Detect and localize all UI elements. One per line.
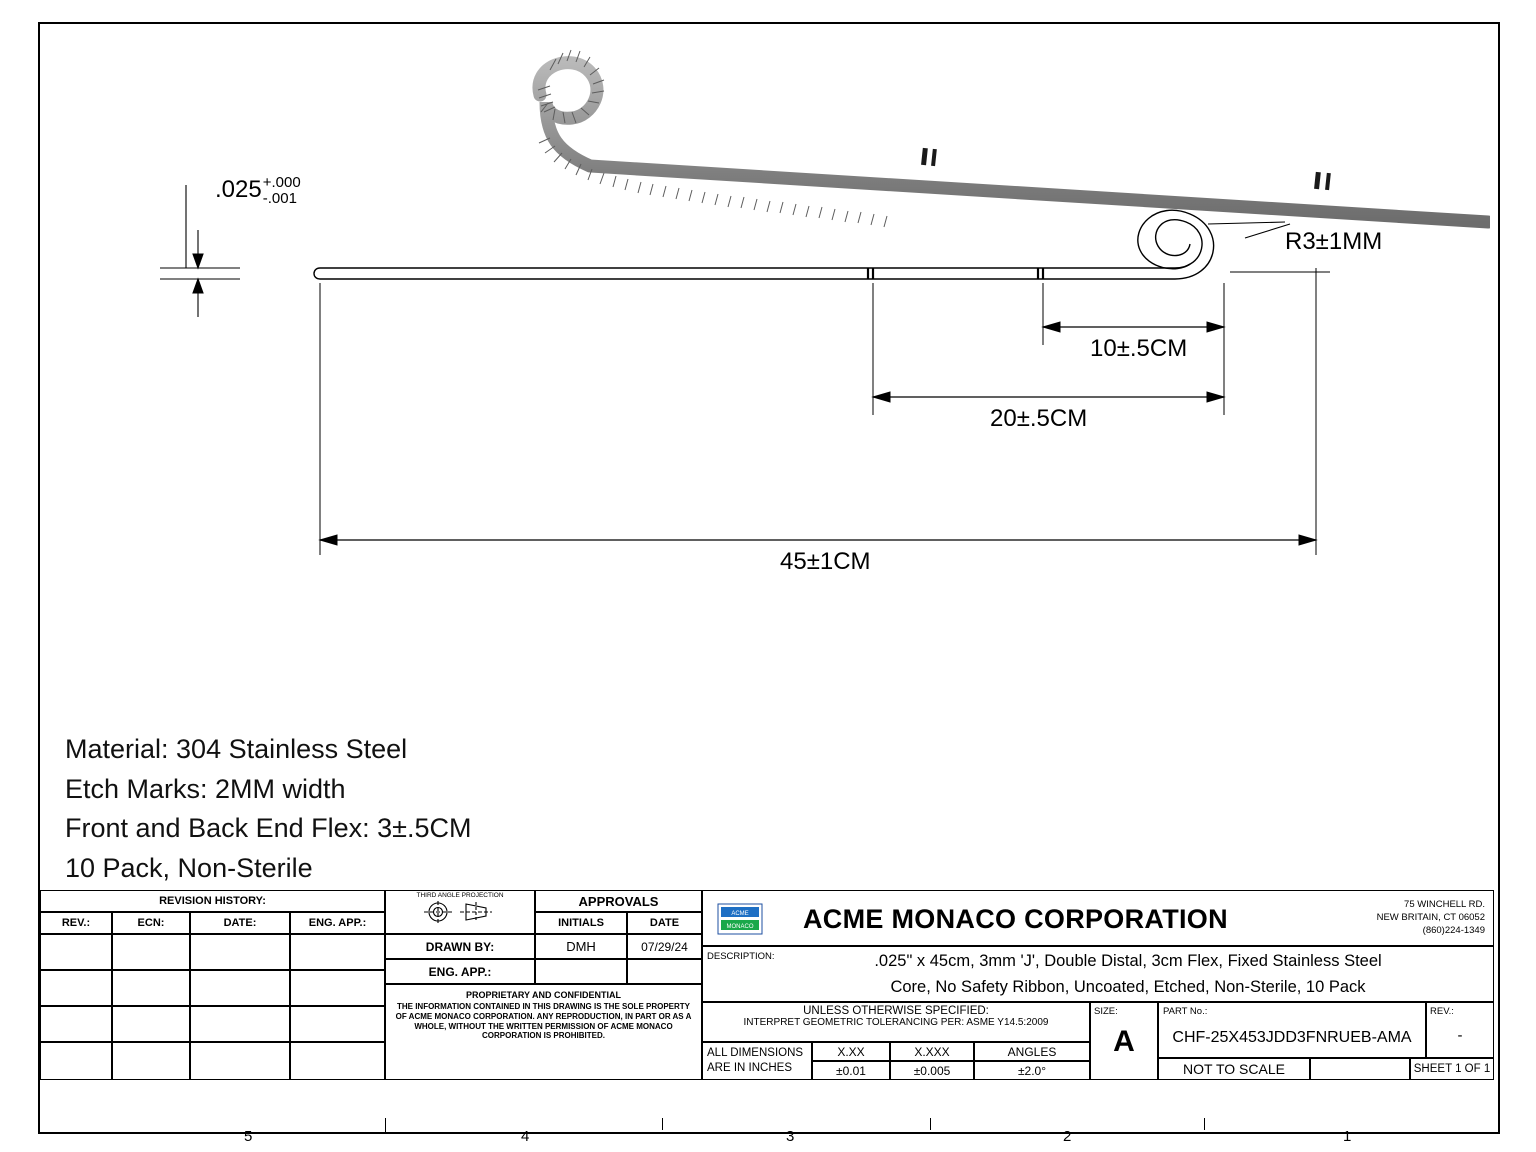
tolerance-line-1: UNLESS OTHERWISE SPECIFIED: bbox=[803, 1005, 989, 1017]
company-header bbox=[702, 890, 1494, 946]
approvals-row-eng-app-initials[interactable] bbox=[535, 959, 627, 984]
third-angle-projection-label: THIRD ANGLE PROJECTION bbox=[416, 892, 504, 899]
table-row[interactable] bbox=[290, 1006, 385, 1042]
tolerance-value-xxx: ±0.005 bbox=[890, 1061, 974, 1080]
diameter-minus-tol: -.001 bbox=[262, 189, 297, 207]
table-row[interactable] bbox=[190, 934, 290, 970]
revision-label: REV.: bbox=[1430, 1006, 1454, 1017]
scale-note: NOT TO SCALE bbox=[1158, 1058, 1310, 1080]
svg-text:MONACO: MONACO bbox=[726, 924, 754, 930]
revision-col-rev: REV.: bbox=[40, 912, 112, 934]
company-address-line1: 75 WINCHELL RD. bbox=[1404, 899, 1485, 910]
description-label: DESCRIPTION: bbox=[707, 951, 775, 962]
approvals-row-eng-app-label: ENG. APP.: bbox=[385, 959, 535, 984]
zone-tick-mark bbox=[385, 1118, 386, 1132]
table-row[interactable] bbox=[112, 934, 190, 970]
approvals-row-drawn-by-initials[interactable]: DMH bbox=[535, 934, 627, 959]
part-description bbox=[702, 946, 1494, 1002]
size-label: SIZE: bbox=[1094, 1006, 1118, 1017]
size-value: A bbox=[1113, 1025, 1135, 1058]
table-row[interactable] bbox=[290, 970, 385, 1006]
units-note bbox=[702, 1042, 812, 1080]
revision-col-date: DATE: bbox=[190, 912, 290, 934]
title-block bbox=[40, 890, 1494, 1102]
note-packaging: 10 Pack, Non-Sterile bbox=[65, 853, 313, 884]
table-row[interactable] bbox=[190, 970, 290, 1006]
dimension-hook-radius: R3±1MM bbox=[1285, 228, 1383, 255]
sheet-number: SHEET 1 OF 1 bbox=[1410, 1058, 1494, 1080]
part-number-value: CHF-25X453JDD3FNRUEB-AMA bbox=[1172, 1029, 1412, 1046]
table-row[interactable] bbox=[112, 1042, 190, 1080]
proprietary-notice bbox=[385, 984, 702, 1080]
table-row[interactable] bbox=[190, 1042, 290, 1080]
note-end-flex: Front and Back End Flex: 3±.5CM bbox=[65, 813, 472, 844]
proprietary-heading: PROPRIETARY AND CONFIDENTIAL bbox=[465, 990, 621, 1000]
tolerance-header-angles: ANGLES bbox=[974, 1042, 1090, 1061]
company-address-line2: NEW BRITAIN, CT 06052 bbox=[1376, 911, 1485, 923]
zone-tick-mark bbox=[1204, 1118, 1205, 1130]
drawing-notes bbox=[65, 730, 472, 889]
dimension-distal-mark-1: 10±.5CM bbox=[1090, 335, 1188, 362]
revision-cell bbox=[1426, 1002, 1494, 1058]
dimension-distal-mark-2: 20±.5CM bbox=[990, 405, 1088, 432]
tolerance-spec bbox=[702, 1002, 1090, 1042]
company-name: ACME MONACO CORPORATION bbox=[803, 904, 1228, 934]
revision-value: - bbox=[1457, 1027, 1463, 1044]
approvals-row-drawn-by-label: DRAWN BY: bbox=[385, 934, 535, 959]
tolerance-header-xxx: X.XXX bbox=[890, 1042, 974, 1061]
tolerance-value-xx: ±0.01 bbox=[812, 1061, 890, 1080]
approvals-row-eng-app-date[interactable] bbox=[627, 959, 702, 984]
zone-label-2: 2 bbox=[1063, 1128, 1072, 1145]
zone-label-3: 3 bbox=[786, 1128, 795, 1145]
dimension-wire-diameter bbox=[215, 175, 301, 207]
company-logo bbox=[717, 903, 763, 935]
tolerance-header-xx: X.XX bbox=[812, 1042, 890, 1061]
table-row[interactable] bbox=[40, 934, 112, 970]
diameter-nominal: .025 bbox=[215, 176, 262, 204]
scale-spacer bbox=[1310, 1058, 1410, 1080]
zone-tick-mark bbox=[662, 1118, 663, 1130]
revision-history-heading: REVISION HISTORY: bbox=[40, 890, 385, 912]
third-angle-projection-icon bbox=[386, 899, 534, 928]
note-material: Material: 304 Stainless Steel bbox=[65, 734, 408, 764]
approvals-col-initials: INITIALS bbox=[535, 912, 627, 934]
description-line-2: Core, No Safety Ribbon, Uncoated, Etched, Non-Sterile, 10 Pack bbox=[890, 978, 1366, 997]
svg-text:ACME: ACME bbox=[731, 911, 749, 917]
zone-label-5: 5 bbox=[244, 1128, 253, 1145]
diameter-plus-tol: +.000 bbox=[262, 174, 301, 191]
approvals-heading: APPROVALS bbox=[535, 890, 702, 912]
table-row[interactable] bbox=[40, 1042, 112, 1080]
zone-label-1: 1 bbox=[1343, 1128, 1352, 1145]
revision-col-eng-app: ENG. APP.: bbox=[290, 912, 385, 934]
approvals-row-drawn-by-date[interactable]: 07/29/24 bbox=[627, 934, 702, 959]
table-row[interactable] bbox=[40, 970, 112, 1006]
tolerance-value-angles: ±2.0° bbox=[974, 1061, 1090, 1080]
tolerance-line-2: INTERPRET GEOMETRIC TOLERANCING PER: ASME Y14.5:2009 bbox=[743, 1017, 1049, 1028]
part-number-label: PART No.: bbox=[1163, 1006, 1208, 1017]
approvals-col-date: DATE bbox=[627, 912, 702, 934]
units-line-1: ALL DIMENSIONS bbox=[707, 1047, 804, 1060]
table-row[interactable] bbox=[290, 1042, 385, 1080]
table-row[interactable] bbox=[112, 1006, 190, 1042]
dimension-overall-length: 45±1CM bbox=[780, 548, 871, 575]
units-line-2: ARE IN INCHES bbox=[707, 1062, 792, 1074]
table-row[interactable] bbox=[190, 1006, 290, 1042]
zone-tick-mark bbox=[930, 1118, 931, 1130]
description-line-1: .025" x 45cm, 3mm 'J', Double Distal, 3cm Flex, Fixed Stainless Steel bbox=[874, 952, 1382, 970]
third-angle-projection-cell bbox=[385, 890, 535, 934]
proprietary-body: THE INFORMATION CONTAINED IN THIS DRAWING IS THE SOLE PROPERTY OF ACME MONACO CORPORATION. ANY REPRODUCTION, IN PART OR AS A WHOLE, WITHOUT THE WRITTEN PERMISSION OF ACME MONACO CORPORATION IS PROHIBITED. bbox=[395, 1002, 692, 1041]
company-phone: (860)224-1349 bbox=[1422, 924, 1485, 936]
table-row[interactable] bbox=[290, 934, 385, 970]
sheet-size bbox=[1090, 1002, 1158, 1080]
table-row[interactable] bbox=[40, 1006, 112, 1042]
table-row[interactable] bbox=[112, 970, 190, 1006]
zone-label-4: 4 bbox=[521, 1128, 530, 1145]
note-etch-marks: Etch Marks: 2MM width bbox=[65, 773, 346, 804]
revision-col-ecn: ECN: bbox=[112, 912, 190, 934]
part-number-cell bbox=[1158, 1002, 1426, 1058]
